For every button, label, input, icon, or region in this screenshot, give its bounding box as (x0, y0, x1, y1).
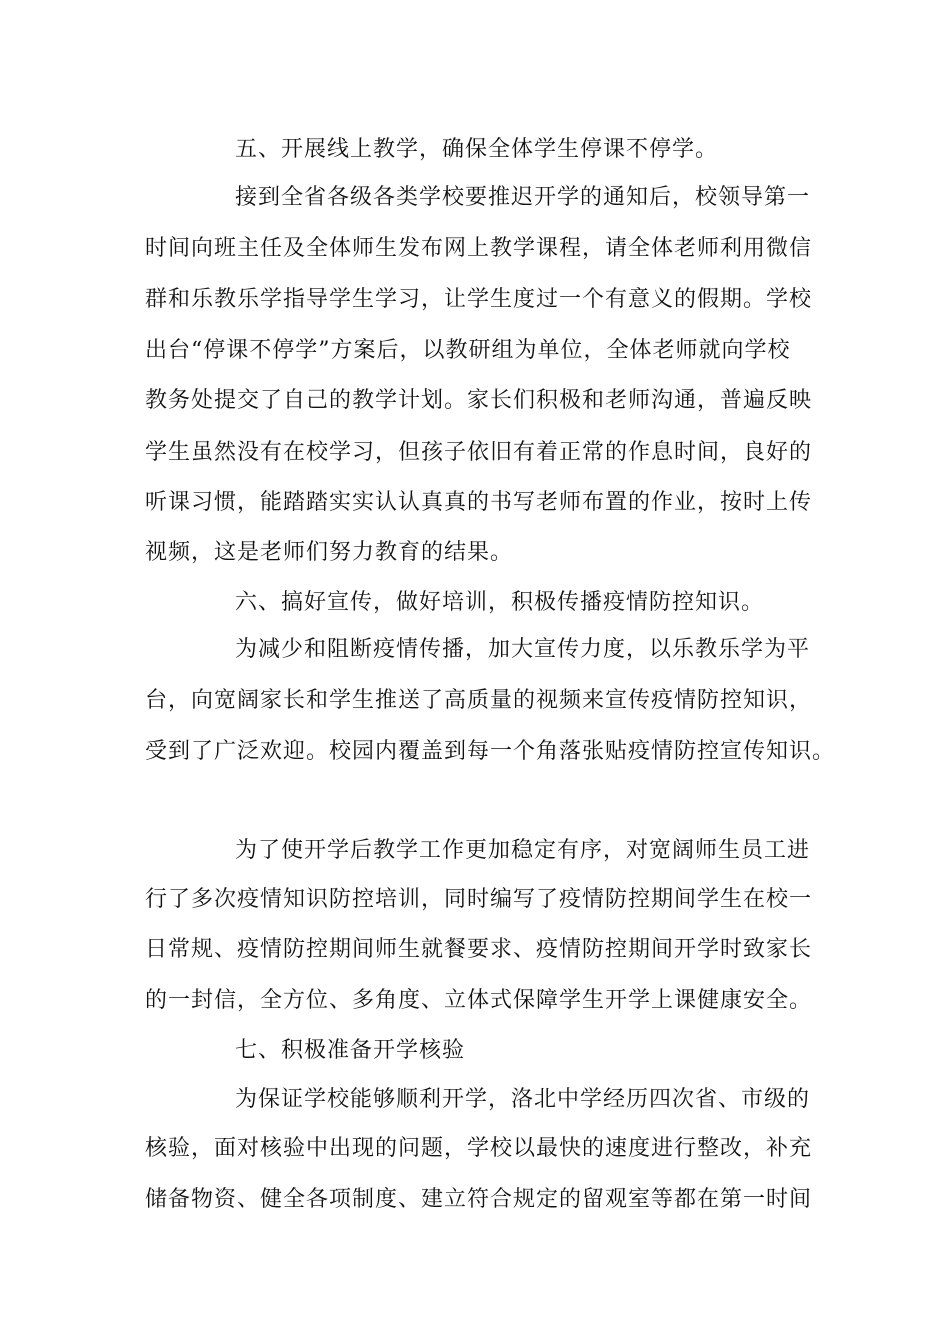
paragraph-line: 台，向宽阔家长和学生推送了高质量的视频来宣传疫情防控知识， (145, 688, 813, 713)
section-heading-6: 六、搞好宣传，做好培训，积极传播疫情防控知识。 (235, 590, 765, 615)
paragraph-line: 受到了广泛欢迎。校园内覆盖到每一个角落张贴疫情防控宣传知识。 (145, 739, 836, 764)
paragraph-line: 为了使开学后教学工作更加稳定有序，对宽阔师生员工进 (235, 838, 811, 863)
paragraph-line: 学生虽然没有在校学习，但孩子依旧有着正常的作息时间，良好的 (145, 440, 813, 465)
paragraph-line: 接到全省各级各类学校要推迟开学的通知后，校领导第一 (235, 185, 811, 210)
paragraph-line: 的一封信，全方位、多角度、立体式保障学生开学上课健康安全。 (145, 988, 813, 1013)
paragraph-line: 为减少和阻断疫情传播，加大宣传力度，以乐教乐学为平 (235, 637, 811, 662)
paragraph-line: 行了多次疫情知识防控培训，同时编写了疫情防控期间学生在校一 (145, 887, 813, 912)
paragraph-line: 日常规、疫情防控期间师生就餐要求、疫情防控期间开学时致家长 (145, 937, 813, 962)
paragraph-line: 群和乐教乐学指导学生学习，让学生度过一个有意义的假期。学校 (145, 287, 813, 312)
section-heading-5: 五、开展线上教学，确保全体学生停课不停学。 (235, 137, 719, 162)
paragraph-line: 教务处提交了自己的教学计划。家长们积极和老师沟通，普遍反映 (145, 388, 813, 413)
paragraph-line: 核验，面对核验中出现的问题，学校以最快的速度进行整改，补充 (145, 1136, 813, 1161)
paragraph-line: 听课习惯，能踏踏实实认认真真的书写老师布置的作业，按时上传 (145, 490, 813, 515)
paragraph-line: 储备物资、健全各项制度、建立符合规定的留观室等都在第一时间 (145, 1187, 813, 1212)
section-heading-7: 七、积极准备开学核验 (235, 1038, 466, 1063)
paragraph-line: 时间向班主任及全体师生发布网上教学课程，请全体老师利用微信 (145, 236, 813, 261)
paragraph-line: 出台“停课不停学”方案后，以教研组为单位，全体老师就向学校 (145, 338, 791, 363)
paragraph-line: 为保证学校能够顺利开学，洛北中学经历四次省、市级的 (235, 1087, 811, 1112)
paragraph-line: 视频，这是老师们努力教育的结果。 (145, 540, 514, 565)
